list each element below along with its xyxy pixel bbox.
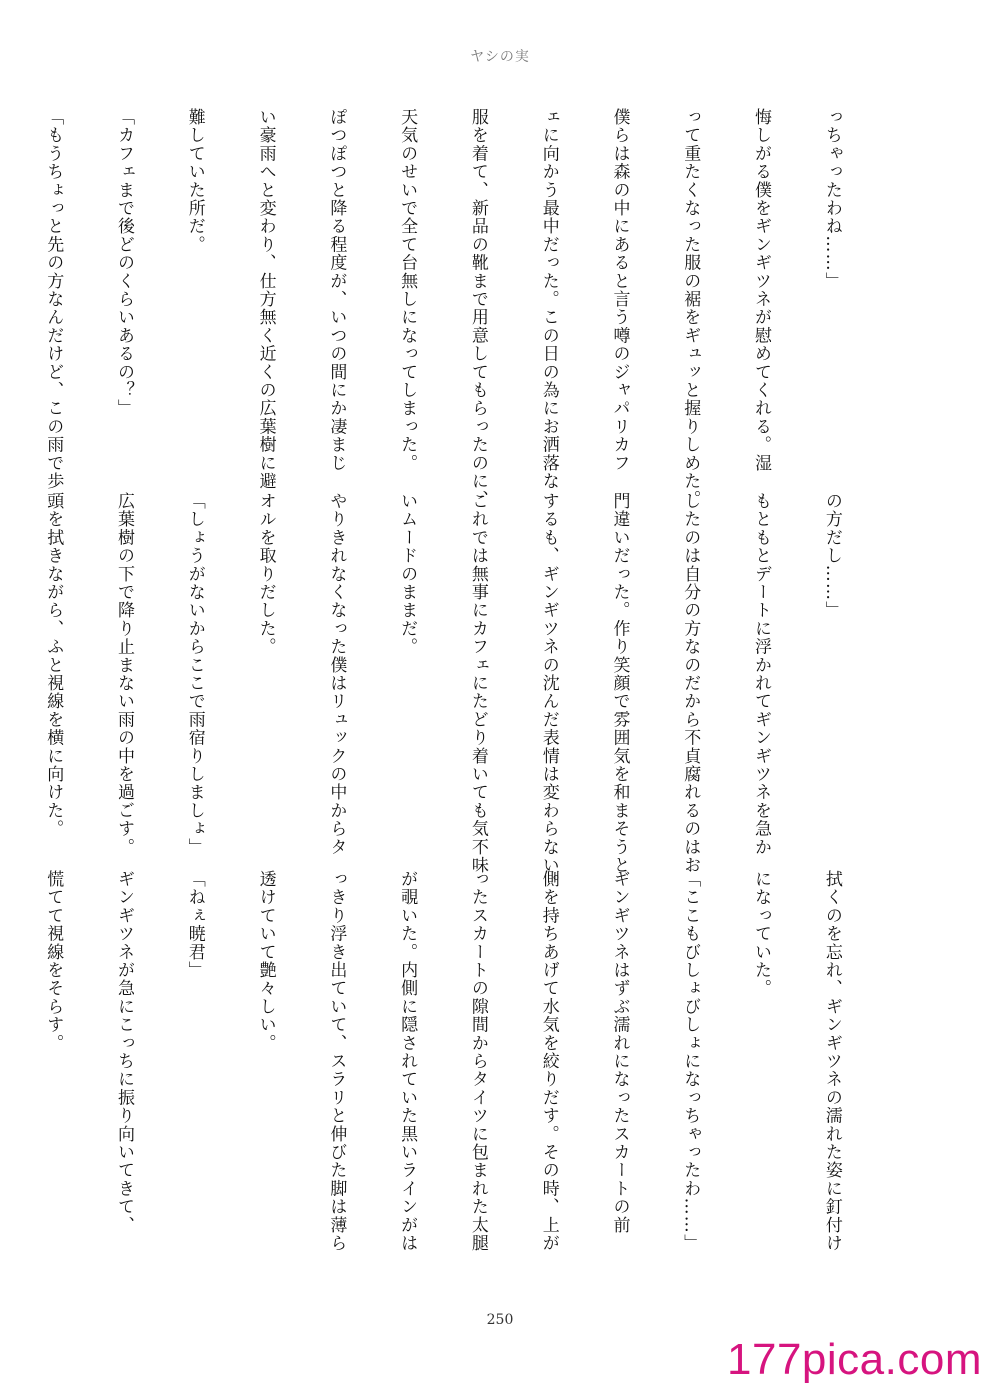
text-line: 慌てて視線をそらす。 bbox=[43, 870, 64, 1052]
text-line: もともとデートに浮かれてギンギツネを急か bbox=[751, 492, 772, 856]
text-tier-top bbox=[43, 108, 890, 509]
text-line: これでは無事にカフェにたどり着いても気不味 bbox=[467, 492, 488, 875]
text-line: 服を着て、新品の靴まで用意してもらったのに、 bbox=[467, 108, 488, 509]
text-line: 悔しがる僕をギンギツネが慰めてくれる。湿 bbox=[751, 108, 772, 472]
text-line: 広葉樹の下で降り止まない雨の中を過ごす。 bbox=[114, 492, 134, 856]
text-line: 拭くのを忘れ、ギンギツネの濡れた姿に釘付け bbox=[821, 870, 842, 1253]
text-line: っきり浮き出ていて、スラリと伸びた脚は薄ら bbox=[326, 870, 347, 1253]
text-line: ったスカートの隙間からタイツに包まれた太腿 bbox=[467, 870, 488, 1253]
text-line: 「カフェまで後どのくらいあるの？」 bbox=[114, 108, 134, 418]
text-line: 天気のせいで全て台無しになってしまった。 bbox=[397, 108, 418, 472]
text-line: になっていた。 bbox=[751, 870, 772, 998]
text-line: ェに向かう最中だった。この日の為にお洒落な bbox=[538, 108, 559, 491]
text-line: したのは自分の方なのだから不貞腐れるのはお bbox=[680, 492, 701, 875]
text-line: 透けていて艶々しい。 bbox=[255, 870, 276, 1052]
text-line: 「ここもびしょびしょになっちゃったわ……」 bbox=[680, 870, 701, 1253]
text-line: 「もうちょっと先の方なんだけど、この雨で歩 bbox=[43, 108, 64, 491]
text-line: するも、ギンギツネの沈んだ表情は変わらない。 bbox=[538, 492, 559, 893]
page-number: 250 bbox=[486, 1312, 514, 1328]
watermark: 177pica.com bbox=[727, 1335, 982, 1384]
text-line: が覗いた。内側に隠されていた黒いラインがは bbox=[397, 870, 418, 1253]
text-tier-bottom bbox=[43, 870, 890, 1253]
text-line: 門違いだった。作り笑顔で雰囲気を和まそうと bbox=[609, 492, 630, 875]
running-title: ヤシの実 bbox=[470, 49, 530, 65]
text-tier-middle bbox=[43, 492, 890, 893]
text-line: 「しょうがないからここで雨宿りしましょ」 bbox=[184, 492, 205, 856]
text-line: ギンギツネはずぶ濡れになったスカートの前 bbox=[609, 870, 630, 1234]
text-line: って重たくなった服の裾をギュッと握りしめた。 bbox=[680, 108, 701, 509]
text-line: 頭を拭きながら、ふと視線を横に向けた。 bbox=[43, 492, 64, 838]
text-line: 難していた所だ。 bbox=[184, 108, 205, 254]
text-line: 「ねぇ暁君」 bbox=[184, 870, 205, 980]
text-line: い豪雨へと変わり、仕方無く近くの広葉樹に避 bbox=[255, 108, 276, 491]
text-line: やりきれなくなった僕はリュックの中からタ bbox=[326, 492, 347, 856]
text-line: オルを取りだした。 bbox=[255, 492, 276, 656]
text-line: 側を持ちあげて水気を絞りだす。その時、上が bbox=[538, 870, 559, 1253]
text-line: ぽつぽつと降る程度が、いつの間にか凄まじ bbox=[326, 108, 347, 472]
text-line: 僕らは森の中にあると言う噂のジャパリカフ bbox=[609, 108, 630, 472]
text-line: ギンギツネが急にこっちに振り向いてきて、 bbox=[114, 870, 134, 1234]
text-line: いムードのままだ。 bbox=[397, 492, 418, 656]
text-line: っちゃったわね……」 bbox=[821, 108, 842, 290]
text-line: の方だし……」 bbox=[821, 492, 842, 620]
